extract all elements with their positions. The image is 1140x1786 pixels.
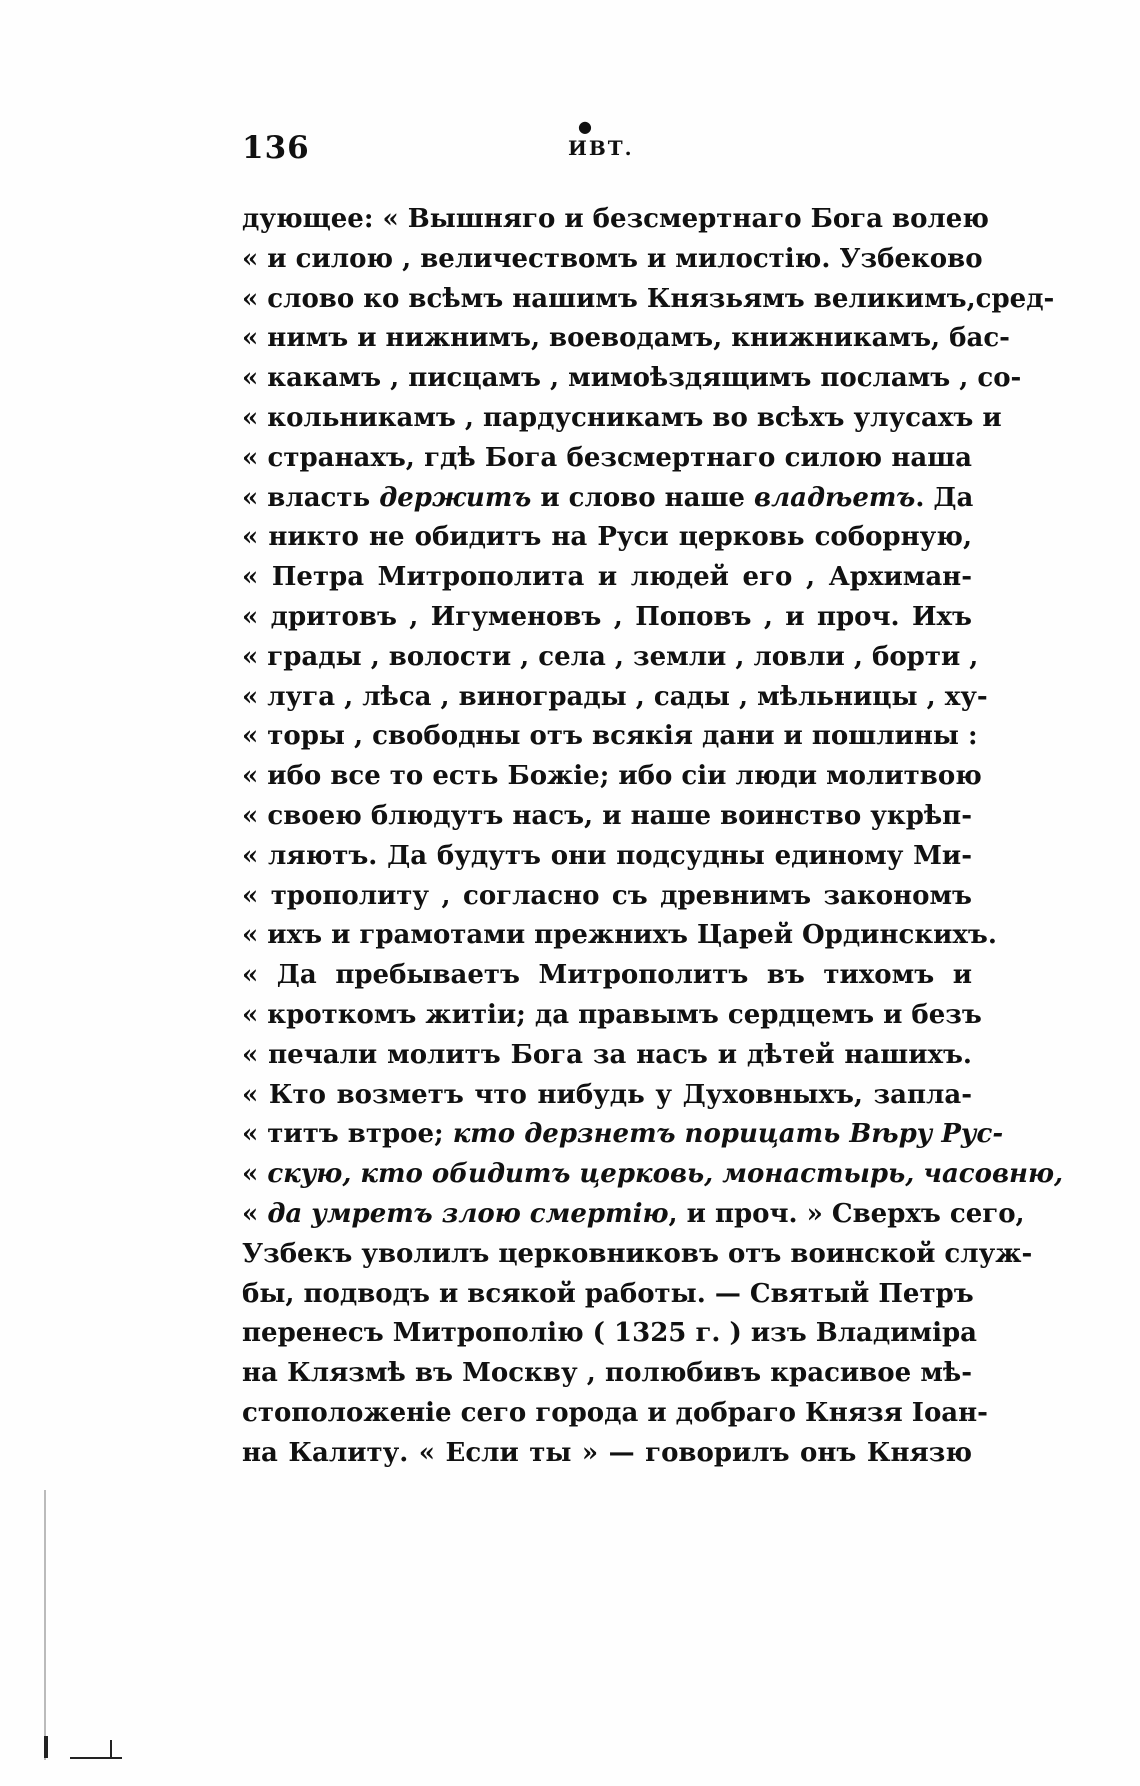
text-line — [242, 439, 972, 479]
text-segment: « Петра Митрополита и людей его , Архиман- — [242, 562, 972, 593]
text-segment: на Калиту. « Если ты » — говорилъ онъ Князю — [242, 1437, 972, 1468]
text-line — [242, 1155, 1064, 1195]
text-segment: « нимъ и нижнимъ, воеводамъ, книжникамъ, бас- — [242, 323, 1010, 354]
text-segment: « луга , лѣса , винограды , сады , мѣльницы , ху- — [242, 681, 988, 712]
text-segment: , и проч. » Сверхъ сего, — [668, 1198, 1025, 1229]
body-text — [242, 200, 1064, 1474]
running-head: ИВТ. — [568, 136, 634, 160]
text-line — [242, 200, 989, 240]
page-header — [242, 117, 962, 180]
scan-margin-mark — [70, 1757, 122, 1759]
text-line — [242, 479, 972, 519]
text-segment: « ибо все то есть Божіе; ибо сіи люди молитвою — [242, 761, 982, 792]
text-segment: « кольникамъ , пардусникамъ во всѣхъ улусахъ и — [242, 402, 1002, 433]
text-line — [242, 1275, 972, 1315]
text-segment: « дритовъ , Игуменовъ , Поповъ , и проч. Ихъ — [242, 601, 972, 632]
text-line — [242, 956, 972, 996]
text-line — [242, 319, 1010, 359]
text-line — [242, 638, 979, 678]
text-segment: перенесъ Митрополію ( 1325 г. ) изъ Владиміра — [242, 1318, 977, 1349]
text-segment: « Да пребываетъ Митрополитъ въ тихомъ и — [242, 960, 972, 991]
text-segment: « кроткомъ житіи; да правымъ сердцемъ и безъ — [242, 999, 982, 1030]
text-segment: « — [242, 1198, 268, 1229]
text-line — [242, 558, 972, 598]
text-segment: « власть — [242, 482, 380, 513]
text-segment: . Да — [915, 482, 974, 513]
text-line — [242, 1314, 977, 1354]
text-segment: « — [242, 1159, 268, 1190]
text-segment: « ляютъ. Да будутъ они подсудны единому Ми- — [242, 840, 972, 871]
scan-margin-mark — [110, 1740, 112, 1758]
italic-segment: владѣетъ — [754, 482, 916, 513]
text-segment: « никто не обидитъ на Руси церковь соборную, — [242, 522, 972, 553]
text-line — [242, 1434, 972, 1474]
text-line — [242, 678, 988, 718]
text-line — [242, 280, 1055, 320]
text-line — [242, 717, 978, 757]
text-line — [242, 1036, 972, 1076]
text-line — [242, 1195, 1025, 1235]
text-segment: стоположеніе сего города и добраго Князя Іоан- — [242, 1397, 988, 1428]
italic-segment: кто дерзнетъ порицать Вѣру Рус- — [452, 1119, 1004, 1150]
text-line — [242, 996, 982, 1036]
text-line — [242, 1115, 1004, 1155]
text-line — [242, 1235, 1033, 1275]
text-line — [242, 757, 982, 797]
text-segment: « трополиту , согласно съ древнимъ закономъ — [242, 880, 972, 911]
text-line — [242, 240, 983, 280]
text-line — [242, 399, 1002, 439]
text-line — [242, 916, 997, 956]
text-line — [242, 797, 972, 837]
text-segment: « какамъ , писцамъ , мимоѣздящимъ посламъ , со- — [242, 363, 1022, 394]
text-segment: « печали молитъ Бога за насъ и дѣтей нашихъ. — [242, 1039, 972, 1070]
text-line — [242, 598, 972, 638]
text-line — [242, 518, 972, 558]
italic-segment: скую, кто обидитъ церковь, монастырь, часовню, — [267, 1159, 1064, 1190]
text-line — [242, 837, 972, 877]
text-segment: « Кто возметъ что нибудь у Духовныхъ, запла- — [242, 1079, 972, 1110]
text-segment: « торы , свободны отъ всякія дани и пошлины : — [242, 721, 978, 752]
italic-segment: держитъ — [379, 482, 532, 513]
text-segment: « странахъ, гдѣ Бога безсмертнаго силою наша — [242, 442, 972, 473]
text-segment: « титъ втрое; — [242, 1119, 453, 1150]
text-segment: на Клязмѣ въ Москву , полюбивъ красивое мѣ- — [242, 1358, 972, 1389]
text-line — [242, 1394, 988, 1434]
text-segment: дующее: « Вышняго и безсмертнаго Бога волею — [242, 204, 989, 234]
text-segment: и слово наше — [531, 482, 755, 513]
ornament-icon: ● — [578, 117, 592, 136]
text-line — [242, 1076, 972, 1116]
text-segment: Узбекъ уволилъ церковниковъ отъ воинской служ- — [242, 1238, 1033, 1269]
text-segment: « слово ко всѣмъ нашимъ Князьямъ великимъ,сред- — [242, 283, 1055, 314]
text-segment: « и силою , величествомъ и милостію. Узбеково — [242, 243, 983, 274]
italic-segment: да умретъ злою смертію — [267, 1198, 669, 1229]
text-line — [242, 359, 1022, 399]
text-segment: бы, подводъ и всякой работы. — Святый Петръ — [242, 1278, 974, 1309]
page-number: 136 — [242, 130, 310, 166]
scan-margin-mark — [44, 1490, 46, 1760]
text-segment: « грады , волости , села , земли , ловли , борти , — [242, 641, 979, 672]
scan-margin-mark — [44, 1736, 48, 1758]
text-line — [242, 1354, 972, 1394]
text-line — [242, 877, 972, 917]
text-segment: « ихъ и грамотами прежнихъ Царей Ординскихъ. — [242, 920, 997, 951]
text-segment: « своею блюдутъ насъ, и наше воинство укрѣп- — [242, 800, 972, 831]
